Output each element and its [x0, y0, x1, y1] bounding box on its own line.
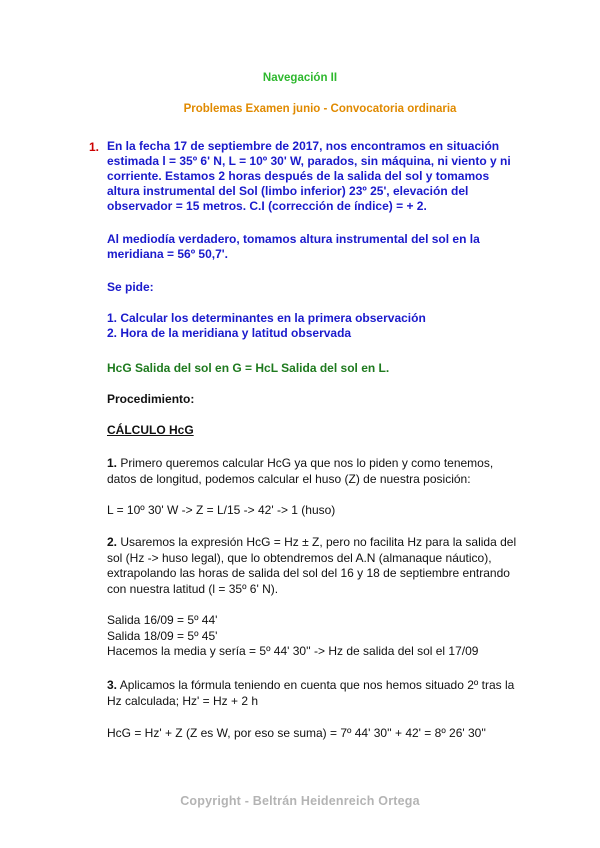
step2-line: con nuestra latitud (l = 35º 6' N).	[107, 581, 279, 596]
document-title: Navegación II	[262, 72, 338, 84]
step3-line: Hz calculada; Hz' = Hz + 2 h	[107, 693, 259, 708]
statement-line: estimada l = 35º 6' N, L = 10º 30' W, parados, sin máquina, ni viento y ni	[107, 154, 511, 168]
ask-item: 2. Hora de la meridiana y latitud observada	[107, 326, 352, 340]
sunrise-line: Salida 16/09 = 5º 44'	[107, 613, 218, 627]
step3-number: 3.	[107, 678, 118, 692]
step3-text	[107, 678, 514, 709]
asks-list	[107, 311, 426, 341]
step2-data	[107, 613, 478, 660]
meridian-line: Al mediodía verdadero, tomamos altura instrumental del sol en la	[107, 232, 480, 246]
step1-line: datos de longitud, podemos calcular el huso (Z) de nuestra posición:	[107, 471, 471, 486]
copyright-footer: Copyright - Beltrán Heidenreich Ortega	[180, 794, 420, 808]
step2-line: extrapolando las horas de salida del sol del 16 y 18 de septiembre entrando	[107, 566, 510, 580]
sunrise-line: Salida 18/09 = 5º 45'	[107, 628, 218, 643]
statement-line: En la fecha 17 de septiembre de 2017, nos encontramos en situación	[107, 139, 500, 153]
average-line: Hacemos la media y sería = 5º 44' 30'' -> Hz de salida del sol el 17/09	[107, 644, 479, 658]
problem-number: 1.	[89, 140, 100, 154]
step2-number: 2.	[107, 535, 118, 549]
step1-number: 1.	[107, 456, 118, 470]
statement-line: altura instrumental del Sol (limbo inferior) 23º 25', elevación del	[107, 184, 469, 198]
statement-line: observador = 15 metros. C.I (corrección de índice) = + 2.	[107, 199, 427, 213]
step2-line: sol (Hz -> huso legal), que lo obtendremos del A.N (almanaque náutico),	[107, 550, 492, 565]
step1-line: Primero queremos calcular HcG ya que nos lo piden y como tenemos,	[117, 456, 494, 470]
step2-line: Usaremos la expresión HcG = Hz ± Z, pero no facilita Hz para la salida del	[117, 535, 517, 549]
asks-label: Se pide:	[107, 280, 154, 294]
step2-text	[107, 535, 516, 597]
section-heading: CÁLCULO HcG	[107, 423, 194, 437]
problem-statement	[107, 139, 511, 214]
step1-text	[107, 456, 493, 487]
hint-text: HcG Salida del sol en G = HcL Salida del sol en L.	[107, 361, 390, 375]
document-subtitle: Problemas Examen junio - Convocatoria ordinaria	[183, 103, 457, 115]
statement-line: corriente. Estamos 2 horas después de la salida del sol y tomamos	[107, 169, 490, 183]
step1-formula: L = 10º 30' W -> Z = L/15 -> 42' -> 1 (huso)	[107, 503, 336, 517]
ask-item: 1. Calcular los determinantes en la primera observación	[107, 311, 426, 325]
meridian-line: meridiana = 56º 50,7'.	[107, 247, 228, 261]
procedure-label: Procedimiento:	[107, 392, 195, 406]
step3-line: Aplicamos la fórmula teniendo en cuenta que nos hemos situado 2º tras la	[117, 678, 515, 692]
meridian-statement	[107, 232, 480, 262]
step3-formula: HcG = Hz' + Z (Z es W, por eso se suma) = 7º 44' 30'' + 42' = 8º 26' 30''	[107, 726, 486, 740]
